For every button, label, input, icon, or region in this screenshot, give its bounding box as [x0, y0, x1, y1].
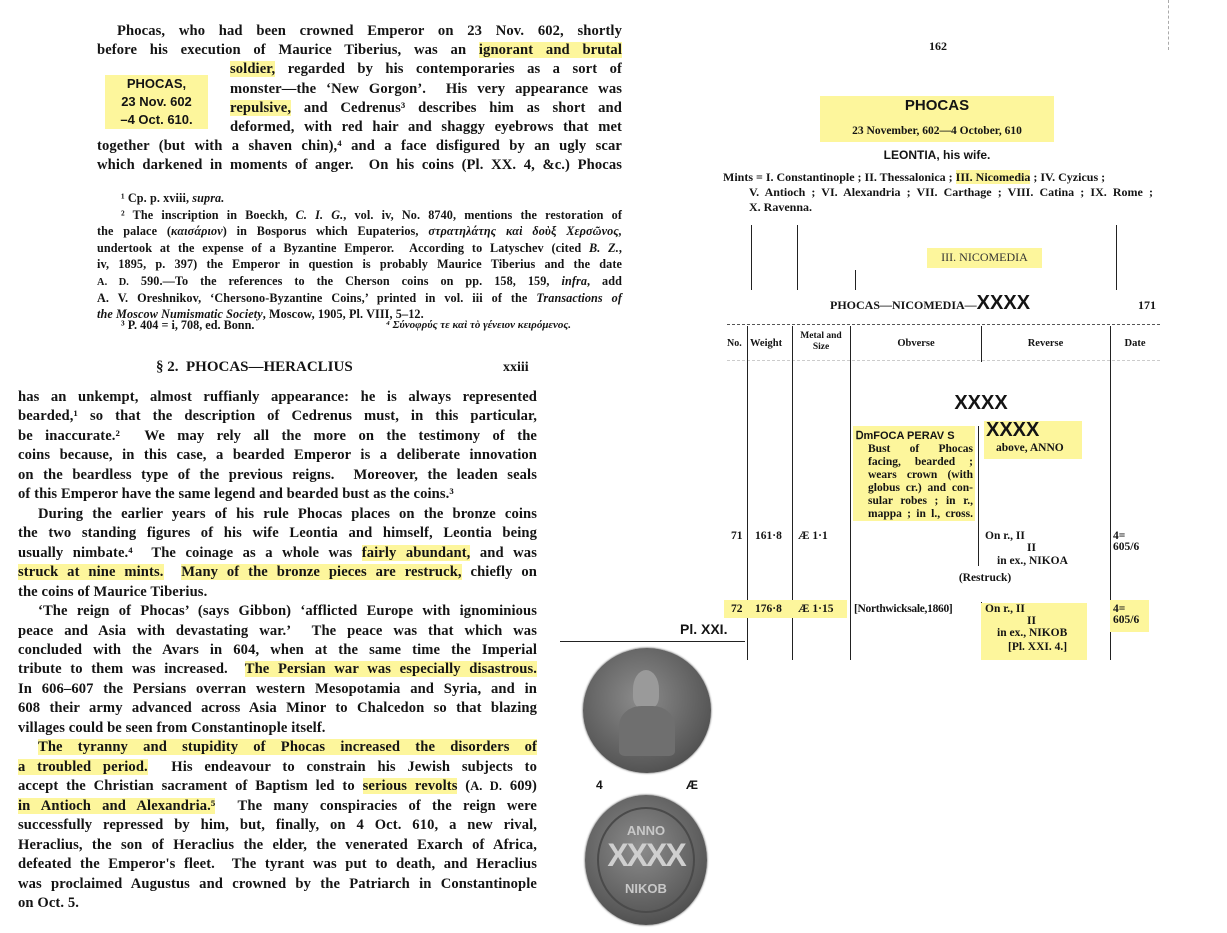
- row-71-date-1: 4=: [1113, 530, 1126, 542]
- italic-text: the Moscow Numismatic Society: [97, 307, 263, 322]
- table-title-text: PHOCAS—NICOMEDIA—: [830, 298, 977, 312]
- mints-text: ; IV. Cyzicus ;: [1030, 170, 1106, 184]
- table-title: [830, 292, 1031, 314]
- table-title-mark: XXXX: [976, 292, 1031, 314]
- reign-dates: 23 November, 602—4 October, 610: [852, 125, 1022, 137]
- text: on Oct. 5.: [18, 894, 79, 911]
- text: 609): [502, 778, 537, 795]
- row-71-reverse-2: II: [1027, 542, 1036, 554]
- text-line: [18, 856, 537, 873]
- text: 590.—To the references to the Cherson coins on pp. 158, 159,: [128, 274, 562, 288]
- text: on the beardless type of the previous reigns. Moreover, the leaden seals: [18, 466, 537, 483]
- column-header-metal: Metal and Size: [800, 331, 842, 352]
- row-71-weight: 161·8: [755, 530, 782, 542]
- text-line: [97, 241, 622, 256]
- mints-line-1: [723, 171, 1105, 184]
- coin-metal: Æ: [686, 778, 698, 792]
- text-line: [18, 428, 537, 445]
- text: successfully repressed by him, but, finally, on 4 Oct. 610, a new rival,: [18, 817, 537, 834]
- text-line: [18, 661, 537, 678]
- rule: [797, 225, 798, 290]
- highlighted-text: repulsive,: [230, 99, 292, 116]
- row-71-no: 71: [731, 530, 743, 542]
- small-caps-text: A. D.: [470, 779, 503, 794]
- text: tribute to them was increased.: [18, 661, 245, 678]
- text-line: [18, 389, 537, 406]
- text: , add: [587, 274, 622, 288]
- mints-line-2: V. Antioch ; VI. Alexandria ; VII. Carthage ; VIII. Catina ; IX. Rome ;: [749, 185, 1153, 199]
- row-72-reverse-2: II: [1027, 615, 1036, 627]
- page-number-left: xxiii: [503, 360, 529, 375]
- text: monster—the ‘New Gorgon’. His very appearance was: [230, 80, 622, 97]
- group-heading: XXXX: [954, 392, 1008, 414]
- footnote-4: ⁴ Σύνοφρύς τε καὶ τὸ γένειον κειρόμενος.: [386, 319, 571, 331]
- text-line: [18, 798, 537, 815]
- text: (: [457, 778, 471, 795]
- text: the coins of Maurice Tiberius.: [18, 583, 208, 600]
- rule: [855, 270, 856, 290]
- text-line: [230, 81, 622, 98]
- text: The many conspiracies of the reign were: [215, 797, 537, 814]
- text: ‘The reign of Phocas’ (says Gibbon) ‘afflicted Europe with ignominious: [38, 603, 537, 620]
- text: and was: [470, 544, 537, 561]
- text: ² The inscription in Boeckh,: [121, 207, 296, 222]
- row-72-reverse-1: On r., II: [985, 603, 1025, 615]
- page-edge: [1168, 0, 1169, 50]
- text: regarded by his contemporaries as a sort of: [275, 61, 622, 78]
- text: A. V. Oreshnikov, ‘Chersono-Byzantine Coins,’ printed in vol. iii of the: [97, 290, 537, 305]
- text-line: [38, 506, 537, 523]
- text-line: [18, 759, 537, 776]
- text-line: [18, 837, 537, 854]
- table-top-rule: [727, 324, 1160, 325]
- mint-heading: III. NICOMEDIA: [941, 250, 1028, 264]
- highlighted-text: fairly abundant,: [361, 544, 471, 561]
- column-rule: [850, 326, 851, 660]
- text: the palace (: [97, 224, 171, 239]
- page-number-table: 171: [1138, 298, 1156, 312]
- italic-text: καισάριον: [171, 224, 223, 239]
- text: , vol. iv, No. 8740, mentions the restoration of: [343, 207, 622, 222]
- row-72-no: 72: [731, 603, 743, 615]
- text: concluded with the Avars in 604, when at the same time the Imperial: [18, 641, 537, 658]
- row-71-reverse-1: On r., II: [985, 530, 1025, 542]
- text-line: [97, 42, 622, 59]
- plate-rule: [560, 641, 745, 642]
- obverse-line: facing, bearded ;: [868, 456, 973, 468]
- obverse-line: globus cr.) and con-: [868, 482, 973, 494]
- highlighted-text: struck at nine mints.: [18, 564, 164, 581]
- text-line: [117, 23, 622, 40]
- wife-line: LEONTIA, his wife.: [883, 148, 991, 162]
- text-line: [18, 681, 537, 698]
- italic-text: B. Z.: [589, 240, 619, 255]
- text: defeated the Emperor's fleet. The tyrant was put to death, and Heraclius: [18, 856, 537, 873]
- obverse-description: [868, 443, 973, 521]
- margin-note: [105, 75, 208, 129]
- row-71-metal: Æ 1·1: [798, 530, 828, 542]
- margin-note-line: PHOCAS,: [126, 76, 187, 91]
- row-72-reverse-4: [Pl. XXI. 4.]: [1008, 641, 1068, 653]
- row-72-reverse-3: in ex., NIKOB: [997, 627, 1068, 639]
- text: undertook at the expense of a Byzantine Emperor. According to Latyschev (cited: [97, 240, 589, 255]
- text: 608 their army advanced across Asia Minor to Chalcedon so that blazing: [18, 700, 537, 717]
- row-71-reverse-3: in ex., NIKOA: [997, 555, 1068, 567]
- obverse-line: sular robes ; in r.,: [868, 495, 973, 507]
- text-line: [230, 61, 622, 78]
- rule: [751, 225, 752, 290]
- highlighted-text: The Persian war was especially disastrous.: [244, 661, 537, 678]
- section-heading: § 2. PHOCAS—HERACLIUS: [156, 359, 353, 375]
- text-line: [18, 876, 537, 893]
- text: , Moscow, 1905, Pl. VIII, 5–12.: [262, 307, 424, 322]
- text: the two standing figures of his wife Leontia and himself, Leontia being: [18, 525, 537, 542]
- text-line: [18, 584, 537, 601]
- coin-number: 4: [596, 778, 603, 792]
- text-line: [230, 119, 622, 136]
- text-line: [18, 642, 537, 659]
- text: and Cedrenus³ describes him as short and: [291, 99, 622, 116]
- text-line: [18, 408, 537, 425]
- column-header-obverse: Obverse: [897, 338, 935, 349]
- text-line: [97, 257, 622, 272]
- text-line: [18, 564, 537, 581]
- row-71-note: (Restruck): [958, 572, 1012, 584]
- column-header-no: No.: [727, 338, 742, 349]
- highlighted-text: in Antioch and Alexandria.⁵: [18, 797, 216, 814]
- ruler-title: PHOCAS: [904, 97, 970, 114]
- highlighted-text: serious revolts: [362, 778, 458, 795]
- plate-label: Pl. XXI.: [680, 621, 728, 637]
- highlighted-text: ignorant and brutal: [478, 42, 622, 59]
- text: His endeavour to constrain his Jewish subjects to: [147, 758, 537, 775]
- text: During the earlier years of his rule Phocas places on the bronze coins: [38, 505, 537, 522]
- italic-text: C. I. G.: [295, 207, 344, 222]
- margin-note-line: 23 Nov. 602: [121, 94, 192, 109]
- text: deformed, with red hair and shaggy eyebrows that met: [230, 119, 622, 135]
- text-line: [18, 720, 537, 737]
- text-line: [121, 191, 622, 206]
- row-72-date-2: 605/6: [1113, 614, 1140, 626]
- text: In 606–607 the Persians overran western Mesopotamia and Syria, and in: [18, 680, 537, 697]
- text: [164, 564, 182, 580]
- text-line: [18, 778, 537, 795]
- text: ) in Bosporus which Eupaterios,: [222, 224, 429, 239]
- column-rule: [978, 426, 979, 566]
- text: Phocas, who had been crowned Emperor on 23 Nov. 602, shortly: [117, 23, 622, 39]
- text-line: [18, 817, 537, 834]
- obverse-line: mappa ; in l., cross.: [868, 508, 973, 520]
- text: which darkened in moments of anger. On his coins (Pl. XX. 4, &c.) Phocas: [97, 157, 622, 174]
- text: chiefly on: [461, 564, 538, 581]
- text: be inaccurate.² We may rely all the more on the testimony of the: [18, 427, 537, 444]
- row-72-weight: 176·8: [755, 603, 782, 615]
- text-line: [18, 700, 537, 717]
- italic-text: supra.: [192, 191, 225, 205]
- text-line: [18, 447, 537, 464]
- text: before his execution of Maurice Tiberius, was an: [97, 42, 479, 59]
- footnote-3: ³ P. 404 = i, 708, ed. Bonn.: [121, 318, 255, 332]
- column-header-reverse: Reverse: [1027, 338, 1064, 349]
- text-line: [97, 224, 622, 239]
- highlighted-text: Many of the bronze pieces are restruck,: [181, 564, 462, 581]
- text-line: [97, 274, 622, 289]
- text-line: [38, 603, 537, 620]
- text: ¹ Cp. p. xviii,: [121, 191, 193, 205]
- highlighted-text: soldier,: [230, 61, 276, 78]
- mint-nicomedia-highlight: III. Nicomedia: [955, 170, 1031, 184]
- italic-text: στρατηλάτης καὶ δοὺξ Χερσῶνος,: [428, 224, 622, 239]
- text: of this Emperor have the same legend and bearded bust as the coins.³: [18, 486, 454, 503]
- row-71-date-2: 605/6: [1113, 541, 1140, 553]
- mints-line-3: X. Ravenna.: [749, 200, 813, 214]
- page-number-right: 162: [929, 39, 947, 53]
- text: villages could be seen from Constantinople itself.: [18, 719, 326, 736]
- obverse-line: Bust of Phocas: [868, 443, 973, 455]
- text-line: [18, 467, 537, 484]
- row-72-metal: Æ 1·15: [798, 603, 834, 615]
- column-header-weight: Weight: [750, 338, 783, 349]
- coin-reverse-image: ANNO XXXX NIKOB: [585, 795, 707, 925]
- text-line: [97, 291, 622, 306]
- text: was proclaimed Augustus and crowned by the Patriarch in Constantinople: [18, 875, 537, 892]
- text-line: [18, 525, 537, 542]
- text-line: [18, 545, 537, 562]
- text-line: [18, 895, 537, 912]
- text-line: [121, 208, 622, 223]
- coin-obverse-image: [583, 648, 711, 773]
- text-line: [97, 138, 622, 155]
- mints-text: Mints = I. Constantinople ; II. Thessalonica ;: [723, 170, 956, 184]
- text: Heraclius, the son of Heraclius the elder, the venerated Exarch of Africa,: [18, 836, 537, 853]
- rule: [1116, 225, 1117, 290]
- text: accept the Christian sacrament of Baptism led to: [18, 778, 363, 795]
- text-line: [97, 157, 622, 174]
- text: bearded,¹ so that the description of Cedrenus must, in this particular,: [18, 408, 537, 425]
- text: together (but with a shaven chin),⁴ and a face disfigured by an ugly scar: [97, 138, 622, 155]
- obverse-line: wears crown (with: [868, 469, 973, 481]
- row-72-date-1: 4=: [1113, 603, 1126, 615]
- text-line: [38, 739, 537, 756]
- text-line: [18, 623, 537, 640]
- text: coins because, in this case, a bearded Emperor is a deliberate innovation: [18, 447, 537, 464]
- text: ,: [618, 240, 622, 255]
- text-line: [230, 100, 622, 117]
- italic-text: Transactions of: [536, 290, 622, 305]
- italic-text: infra: [561, 274, 588, 288]
- text: peace and Asia with devastating war.’ The peace was that which was: [18, 622, 537, 639]
- text: iv, 1895, p. 397) the Emperor in question is probably Maurice Tiberius and the date: [97, 257, 622, 272]
- row-72-obverse: [Northwicksale,1860]: [854, 603, 953, 615]
- text: usually nimbate.⁴ The coinage as a whole was: [18, 544, 362, 561]
- obverse-legend: ᎠmFOCA PERAV S: [856, 430, 955, 442]
- text: has an unkempt, almost ruffianly appearance: he is always represented: [18, 389, 537, 405]
- reverse-mark: XXXX: [986, 419, 1040, 441]
- margin-note-line: –4 Oct. 610.: [120, 112, 193, 127]
- highlighted-text: a troubled period.: [18, 758, 148, 775]
- text-line: [18, 486, 537, 503]
- reverse-above: above, ANNO: [996, 442, 1064, 454]
- column-header-date: Date: [1124, 338, 1146, 349]
- small-caps-text: A. D.: [97, 277, 129, 288]
- highlighted-text: The tyranny and stupidity of Phocas increased the disorders of: [38, 739, 537, 756]
